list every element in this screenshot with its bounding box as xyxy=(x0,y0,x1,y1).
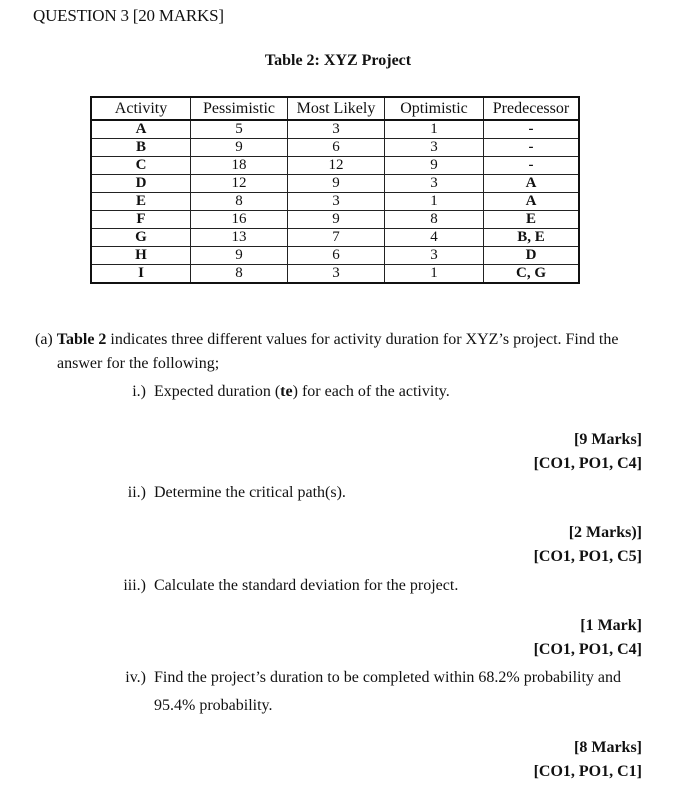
cell-most-likely: 7 xyxy=(288,229,385,247)
table-header-row xyxy=(91,97,579,120)
cell-activity: I xyxy=(91,265,191,284)
part-a-bold-lead: Table 2 xyxy=(56,331,107,348)
cell-optimistic: 3 xyxy=(385,139,484,157)
header-pessimistic: Pessimistic xyxy=(191,97,288,120)
item-number: i.) xyxy=(132,383,146,400)
cell-predecessor: D xyxy=(484,247,580,265)
cell-pessimistic: 12 xyxy=(191,175,288,193)
item-text: Calculate the standard deviation for the project. xyxy=(154,577,459,594)
cell-most-likely: 12 xyxy=(288,157,385,175)
cell-pessimistic: 9 xyxy=(191,247,288,265)
cell-predecessor: - xyxy=(484,139,580,157)
cell-predecessor: A xyxy=(484,175,580,193)
table-row xyxy=(91,211,579,229)
item-text-after: ) for each of the activity. xyxy=(292,383,450,400)
table-caption: Table 2: XYZ Project xyxy=(264,52,412,69)
item-number: iii.) xyxy=(123,577,146,594)
item-text-bold: te xyxy=(280,383,293,400)
cell-optimistic: 1 xyxy=(385,120,484,139)
cell-activity: F xyxy=(91,211,191,229)
table-body xyxy=(91,120,579,283)
table-row xyxy=(91,229,579,247)
marks-block-iii xyxy=(534,614,642,662)
cell-optimistic: 8 xyxy=(385,211,484,229)
cell-activity: H xyxy=(91,247,191,265)
header-most-likely: Most Likely xyxy=(288,97,385,120)
cell-activity: A xyxy=(91,120,191,139)
cell-optimistic: 9 xyxy=(385,157,484,175)
marks-label: [8 Marks] xyxy=(574,739,642,756)
question-heading: QUESTION 3 [20 MARKS] xyxy=(33,6,224,25)
item-text: Expected duration ( xyxy=(154,383,281,400)
marks-label: [2 Marks)] xyxy=(568,524,642,541)
marks-block-ii xyxy=(534,521,642,569)
header-predecessor: Predecessor xyxy=(484,97,580,120)
cell-predecessor: B, E xyxy=(484,229,580,247)
cell-most-likely: 3 xyxy=(288,193,385,211)
item-text: Determine the critical path(s). xyxy=(154,484,346,501)
item-number: ii.) xyxy=(127,484,146,501)
cell-predecessor: A xyxy=(484,193,580,211)
item-text: Find the project’s duration to be completed within 68.2% probability and xyxy=(154,669,622,686)
cell-most-likely: 6 xyxy=(288,247,385,265)
item-text-2: 95.4% probability. xyxy=(154,697,273,714)
header-optimistic: Optimistic xyxy=(385,97,484,120)
cell-activity: C xyxy=(91,157,191,175)
cell-most-likely: 3 xyxy=(288,120,385,139)
cell-activity: E xyxy=(91,193,191,211)
question-item-i xyxy=(110,378,450,406)
marks-label: [9 Marks] xyxy=(574,431,642,448)
item-number: iv.) xyxy=(125,669,146,686)
marks-block-i xyxy=(534,428,642,476)
co-label: [CO1, PO1, C5] xyxy=(533,548,642,565)
question-item-iii xyxy=(110,572,458,600)
part-a-text-2: answer for the following; xyxy=(57,355,220,372)
cell-activity: B xyxy=(91,139,191,157)
project-table xyxy=(90,96,580,284)
cell-pessimistic: 18 xyxy=(191,157,288,175)
cell-most-likely: 9 xyxy=(288,175,385,193)
marks-block-iv xyxy=(534,736,642,784)
marks-label: [1 Mark] xyxy=(580,617,642,634)
header-activity: Activity xyxy=(91,97,191,120)
cell-pessimistic: 13 xyxy=(191,229,288,247)
table-row xyxy=(91,175,579,193)
cell-optimistic: 3 xyxy=(385,247,484,265)
cell-pessimistic: 8 xyxy=(191,193,288,211)
cell-predecessor: C, G xyxy=(484,265,580,284)
cell-activity: G xyxy=(91,229,191,247)
part-a-text-1: indicates three different values for activity duration for XYZ’s project. Find the xyxy=(106,331,619,348)
table-row xyxy=(91,139,579,157)
co-label: [CO1, PO1, C4] xyxy=(533,455,642,472)
cell-activity: D xyxy=(91,175,191,193)
cell-pessimistic: 8 xyxy=(191,265,288,284)
table-row xyxy=(91,120,579,139)
part-a-intro xyxy=(35,328,655,376)
cell-pessimistic: 9 xyxy=(191,139,288,157)
table-row xyxy=(91,247,579,265)
cell-most-likely: 9 xyxy=(288,211,385,229)
question-item-iv xyxy=(110,664,621,720)
cell-most-likely: 6 xyxy=(288,139,385,157)
table-row xyxy=(91,157,579,175)
cell-optimistic: 3 xyxy=(385,175,484,193)
cell-predecessor: - xyxy=(484,157,580,175)
co-label: [CO1, PO1, C4] xyxy=(533,641,642,658)
cell-optimistic: 1 xyxy=(385,265,484,284)
question-item-ii xyxy=(110,479,346,507)
cell-pessimistic: 5 xyxy=(191,120,288,139)
cell-predecessor: E xyxy=(484,211,580,229)
cell-pessimistic: 16 xyxy=(191,211,288,229)
part-a-label: (a) xyxy=(35,331,53,348)
cell-most-likely: 3 xyxy=(288,265,385,284)
cell-optimistic: 4 xyxy=(385,229,484,247)
cell-optimistic: 1 xyxy=(385,193,484,211)
table-row xyxy=(91,193,579,211)
cell-predecessor: - xyxy=(484,120,580,139)
table-row xyxy=(91,265,579,284)
co-label: [CO1, PO1, C1] xyxy=(533,763,642,780)
